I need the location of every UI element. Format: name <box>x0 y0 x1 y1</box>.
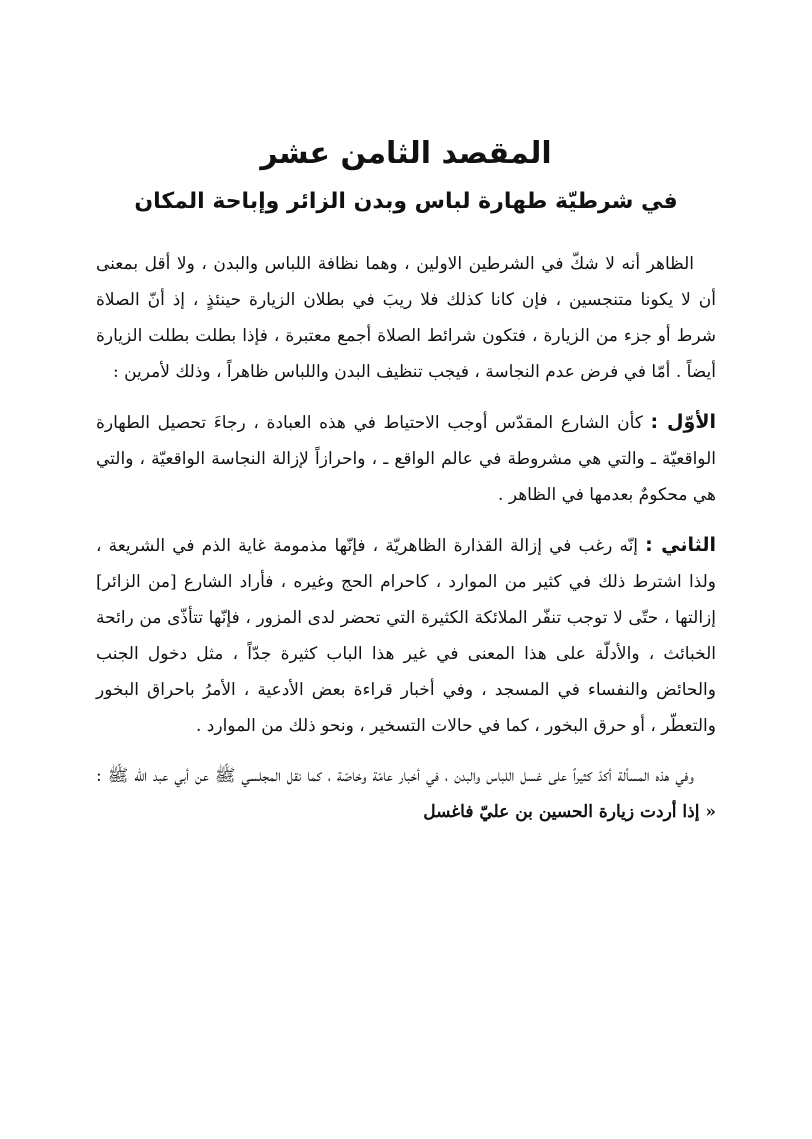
page-title: المقصد الثامن عشر <box>260 136 552 171</box>
page-subtitle: في شرطيّة طهارة لباس وبدن الزائر وإباحة المكان <box>134 189 678 214</box>
first-reason-label: الأوّل : <box>650 411 716 433</box>
paragraph-first-reason <box>96 404 716 513</box>
first-reason-text: كأن الشارع المقدّس أوجب الاحتياط في هذه العبادة ، رجاءَ تحصيل الطهارة الواقعيّة ـ والتي هي مشروطة في عالم الواقع ـ ، واحرازاً لإزالة النجاسة الواقعيّة ، والتي هي محكومٌ بعدمها في الظاهر . <box>96 413 716 505</box>
paragraph-second-reason <box>96 527 716 744</box>
paragraph-narration <box>96 758 716 830</box>
narration-quote: « إذا أردت زيارة الحسين بن عليّ فاغسل <box>423 802 716 822</box>
narration-text: وفي هذه المسألة أكدّ كثيراً على غسل اللباس والبدن ، في أخبار عامّة وخاصّة ، كما نقل المجلسي ﷺ عن أبي عبد الله ﷺ : <box>96 766 694 786</box>
second-reason-label: الثاني : <box>645 534 717 556</box>
second-reason-text: إنّه رغب في إزالة القذارة الظاهريّة ، فإنّها مذمومة غاية الذم في الشريعة ، ولذا اشترط ذلك في كثير من الموارد ، كاحرام الحج وغيره ، فأراد الشارع [من الزائر] إزالتها ، حتّى لا توجب تنفّر الملائكة الكثيرة التي تحضر لدى المزور ، فإنّها تتأذّى من رائحة الخبائث ، والأدلّة على هذا المعنى في غير هذا الباب كثيرة جدّاً ، مثل دخول الجنب والحائض والنفساء في المسجد ، وفي أخبار قراءة بعض الأدعية ، الأمرُ باحراق البخور والتعطّر ، أو حرق البخور ، كما في حالات التسخير ، ونحو ذلك من الموارد . <box>96 536 716 736</box>
document-page <box>96 128 716 844</box>
paragraph-intro: الظاهر أنه لا شكّ في الشرطين الاولين ، وهما نظافة اللباس والبدن ، ولا أقل بمعنى أن لا يكونا متنجسين ، فإن كانا كذلك فلا ريبَ في بطلان الزيارة حينئذٍ ، إذ أنّ الصلاة شرط أو جزء من الزيارة ، فتكون شرائط الصلاة أجمع معتبرة ، فإذا بطلت بطلت الزيارة أيضاً . أمّا في فرض عدم النجاسة ، فيجب تنظيف البدن واللباس ظاهراً ، وذلك لأمرين : <box>96 254 716 382</box>
